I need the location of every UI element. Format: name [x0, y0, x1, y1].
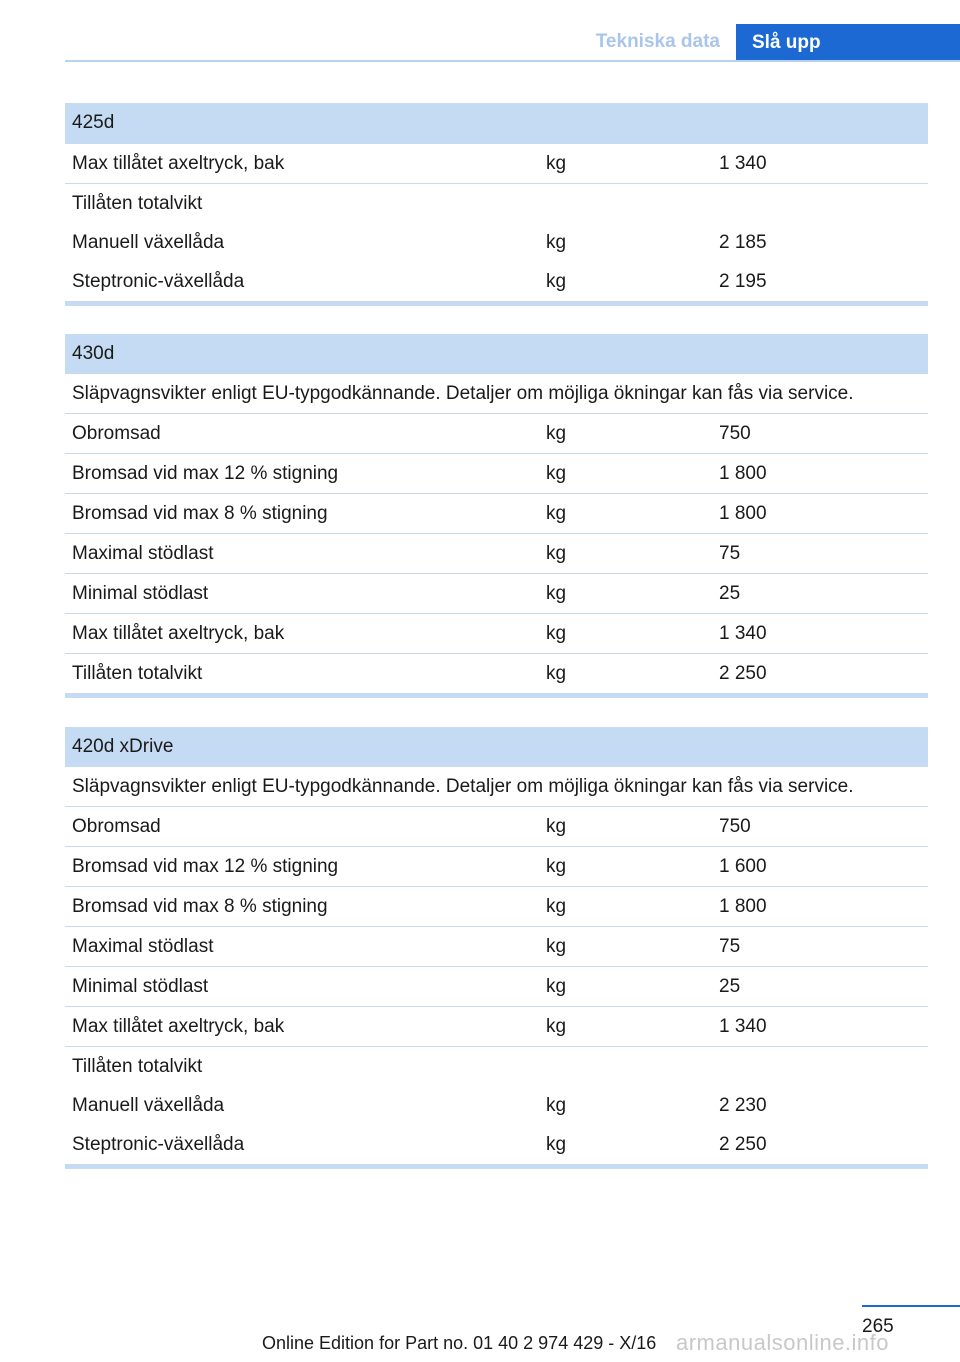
table-row [65, 262, 928, 304]
model-heading: 430d [65, 334, 928, 374]
row-value: 1 800 [712, 494, 928, 534]
row-label: Minimal stödlast [65, 967, 539, 1007]
row-unit [539, 184, 712, 224]
page-header [0, 0, 960, 62]
row-value: 1 340 [712, 614, 928, 654]
table-header [65, 727, 928, 767]
row-label: Obromsad [65, 807, 539, 847]
row-label: Bromsad vid max 8 % stigning [65, 494, 539, 534]
row-unit: kg [539, 414, 712, 454]
row-value: 25 [712, 574, 928, 614]
row-label: Max tillåtet axeltryck, bak [65, 144, 539, 184]
table-note-row [65, 374, 928, 414]
model-heading: 420d xDrive [65, 727, 928, 767]
table-row [65, 1086, 928, 1125]
table-row [65, 144, 928, 184]
row-value: 1 340 [712, 1007, 928, 1047]
row-value: 1 800 [712, 454, 928, 494]
page-number: 265 [862, 1316, 894, 1337]
table-row [65, 967, 928, 1007]
table-row [65, 927, 928, 967]
row-unit: kg [539, 494, 712, 534]
row-label: Manuell växellåda [72, 231, 225, 253]
table-row [65, 1047, 928, 1087]
row-unit: kg [539, 1007, 712, 1047]
edition-text: Online Edition for Part no. 01 40 2 974 429 - X/16 [262, 1333, 657, 1353]
table-row [65, 184, 928, 224]
row-unit: kg [539, 807, 712, 847]
row-unit [539, 1047, 712, 1087]
row-label: Max tillåtet axeltryck, bak [65, 1007, 539, 1047]
row-label: Maximal stödlast [65, 534, 539, 574]
table-row [65, 574, 928, 614]
row-value: 2 185 [719, 231, 767, 253]
table-row [65, 807, 928, 847]
row-unit: kg [539, 927, 712, 967]
row-label: Manuell växellåda [72, 1094, 225, 1116]
row-unit: kg [546, 231, 567, 253]
row-value: 750 [712, 807, 928, 847]
row-unit: kg [539, 574, 712, 614]
table-row [65, 887, 928, 927]
table-row [65, 494, 928, 534]
table-note-row [65, 767, 928, 807]
row-unit: kg [539, 1125, 712, 1167]
row-unit: kg [539, 847, 712, 887]
row-unit: kg [539, 144, 712, 184]
row-value: 25 [712, 967, 928, 1007]
row-value: 750 [712, 414, 928, 454]
row-unit: kg [539, 262, 712, 304]
row-value: 2 250 [712, 654, 928, 696]
row-label: Bromsad vid max 12 % stigning [65, 454, 539, 494]
section-tab[interactable]: Tekniska data [595, 31, 720, 52]
row-label: Bromsad vid max 8 % stigning [65, 887, 539, 927]
row-value [712, 184, 928, 224]
table-row [65, 847, 928, 887]
row-label: Tillåten totalvikt [65, 184, 539, 224]
row-label: Tillåten totalvikt [65, 654, 539, 696]
header-divider [65, 60, 960, 62]
row-unit: kg [539, 534, 712, 574]
row-value: 1 340 [712, 144, 928, 184]
row-unit: kg [539, 654, 712, 696]
table-header [65, 103, 928, 144]
row-value [712, 1047, 928, 1087]
row-unit: kg [539, 454, 712, 494]
table-row [65, 454, 928, 494]
row-value: 75 [712, 534, 928, 574]
table-header [65, 334, 928, 374]
row-value: 75 [712, 927, 928, 967]
row-unit: kg [539, 887, 712, 927]
table-row [65, 223, 928, 262]
row-unit: kg [539, 967, 712, 1007]
spec-table-430d [65, 334, 928, 698]
table-row [65, 414, 928, 454]
row-label: Bromsad vid max 12 % stigning [65, 847, 539, 887]
table-row [65, 654, 928, 696]
row-label: Obromsad [65, 414, 539, 454]
row-value: 1 600 [712, 847, 928, 887]
row-label: Minimal stödlast [65, 574, 539, 614]
table-row [65, 1125, 928, 1167]
table-row [65, 1007, 928, 1047]
row-unit: kg [546, 1094, 567, 1116]
row-value: 2 230 [719, 1094, 767, 1116]
row-label: Steptronic-växellåda [65, 1125, 539, 1167]
chapter-tab[interactable]: Slå upp [736, 24, 960, 62]
row-label: Maximal stödlast [65, 927, 539, 967]
table-note: Släpvagnsvikter enligt EU-typgodkännande. Detaljer om möjliga ökningar kan fås via service. [72, 382, 854, 404]
row-label: Tillåten totalvikt [65, 1047, 539, 1087]
spec-table-420d-xdrive [65, 727, 928, 1169]
row-value: 2 250 [712, 1125, 928, 1167]
row-value: 1 800 [712, 887, 928, 927]
table-row [65, 614, 928, 654]
watermark: armanualsonline.info [676, 1330, 890, 1355]
row-unit: kg [539, 614, 712, 654]
model-heading: 425d [65, 103, 928, 144]
table-note: Släpvagnsvikter enligt EU-typgodkännande. Detaljer om möjliga ökningar kan fås via service. [72, 775, 854, 797]
row-value: 2 195 [712, 262, 928, 304]
table-row [65, 534, 928, 574]
row-label: Max tillåtet axeltryck, bak [65, 614, 539, 654]
row-label: Steptronic-växellåda [65, 262, 539, 304]
spec-table-425d [65, 103, 928, 306]
page-number-divider [862, 1305, 960, 1307]
